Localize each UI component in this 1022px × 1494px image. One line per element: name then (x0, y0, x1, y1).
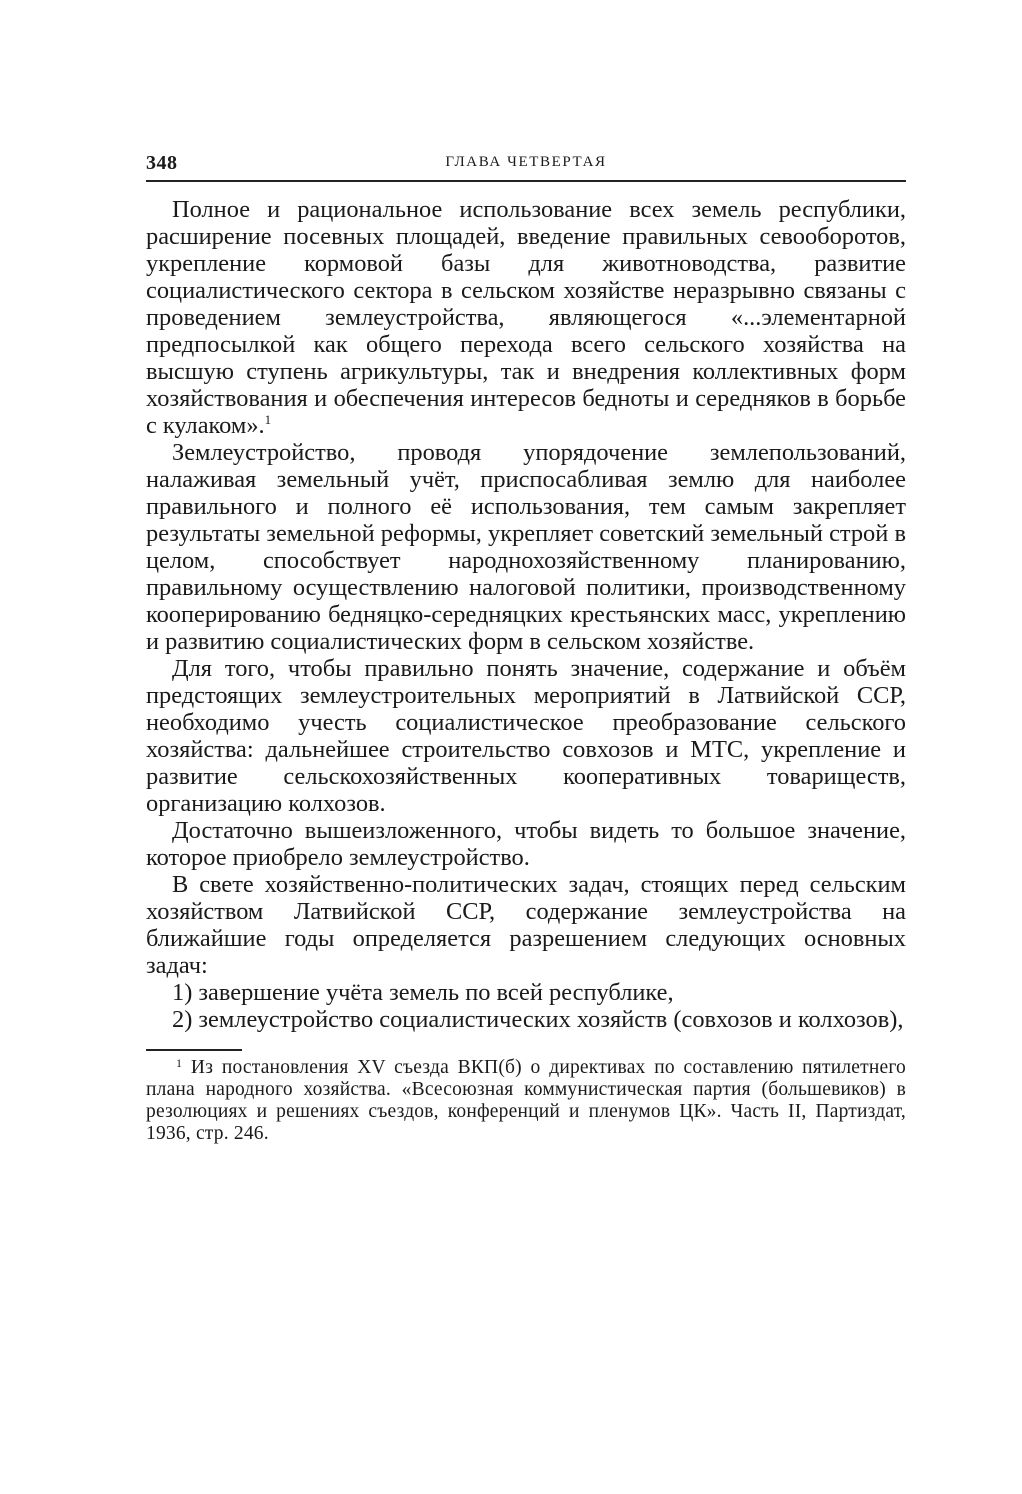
list-item: 2) землеустройство социалистических хозяйств (совхозов и колхозов), (172, 1006, 904, 1033)
paragraph (146, 196, 906, 439)
footnote (146, 1057, 906, 1145)
book-page (146, 150, 906, 1145)
paragraph-text: Полное и рациональное использование всех земель республики, расширение посевных площадей, введение правильных севооборотов, укрепление кормовой базы для животноводства, развитие социалистического сектора в сельском хозяйстве неразрывно связаны с проведением землеустройства, являющегося «...элементарной предпосылкой как общего перехода всего сельского хозяйства на высшую ступень агрикультуры, так и внедрения коллективных форм хозяйствования и обеспечения интересов бедноты и середняков в борьбе с кулаком». (146, 196, 906, 439)
footnote-marker: 1 (176, 1056, 183, 1070)
running-head (146, 150, 906, 182)
paragraph: В свете хозяйственно-политических задач, стоящих перед сельским хозяйством Латвийской ССР, содержание землеустройства на ближайшие годы определяется разрешением следующих основных задач: (146, 871, 906, 979)
chapter-title: ГЛАВА ЧЕТВЕРТАЯ (445, 154, 607, 170)
list-item: 1) завершение учёта земель по всей республике, (172, 979, 674, 1006)
footnote-divider (146, 1049, 242, 1051)
paragraph: Достаточно вышеизложенного, чтобы видеть то большое значение, которое приобрело землеустройство. (146, 817, 906, 871)
footnote-text: Из постановления XV съезда ВКП(б) о директивах по составлению пятилетнего плана народного хозяйства. «Всесоюзная коммунистическая партия (большевиков) в резолюциях и решениях съездов, конференций и пленумов ЦК». Часть II, Партиздат, 1936, стр. 246. (146, 1057, 906, 1144)
paragraph: Землеустройство, проводя упорядочение землепользований, налаживая земельный учёт, приспосабливая землю для наиболее правильного и полного её использования, тем самым закрепляет результаты земельной реформы, укрепляет советский земельный строй в целом, способствует народнохозяйственному планированию, правильному осуществлению налоговой политики, производственному кооперированию бедняцко-середняцких крестьянских масс, укреплению и развитию социалистических форм в сельском хозяйстве. (146, 439, 906, 655)
page-number: 348 (146, 152, 178, 174)
body-text (146, 196, 906, 1033)
footnote-reference: 1 (264, 412, 272, 427)
paragraph: Для того, чтобы правильно понять значение, содержание и объём предстоящих землеустроительных мероприятий в Латвийской ССР, необходимо учесть социалистическое преобразование сельского хозяйства: дальнейшее строительство совхозов и МТС, укрепление и развитие сельскохозяйственных кооперативных товариществ, организацию колхозов. (146, 655, 906, 817)
